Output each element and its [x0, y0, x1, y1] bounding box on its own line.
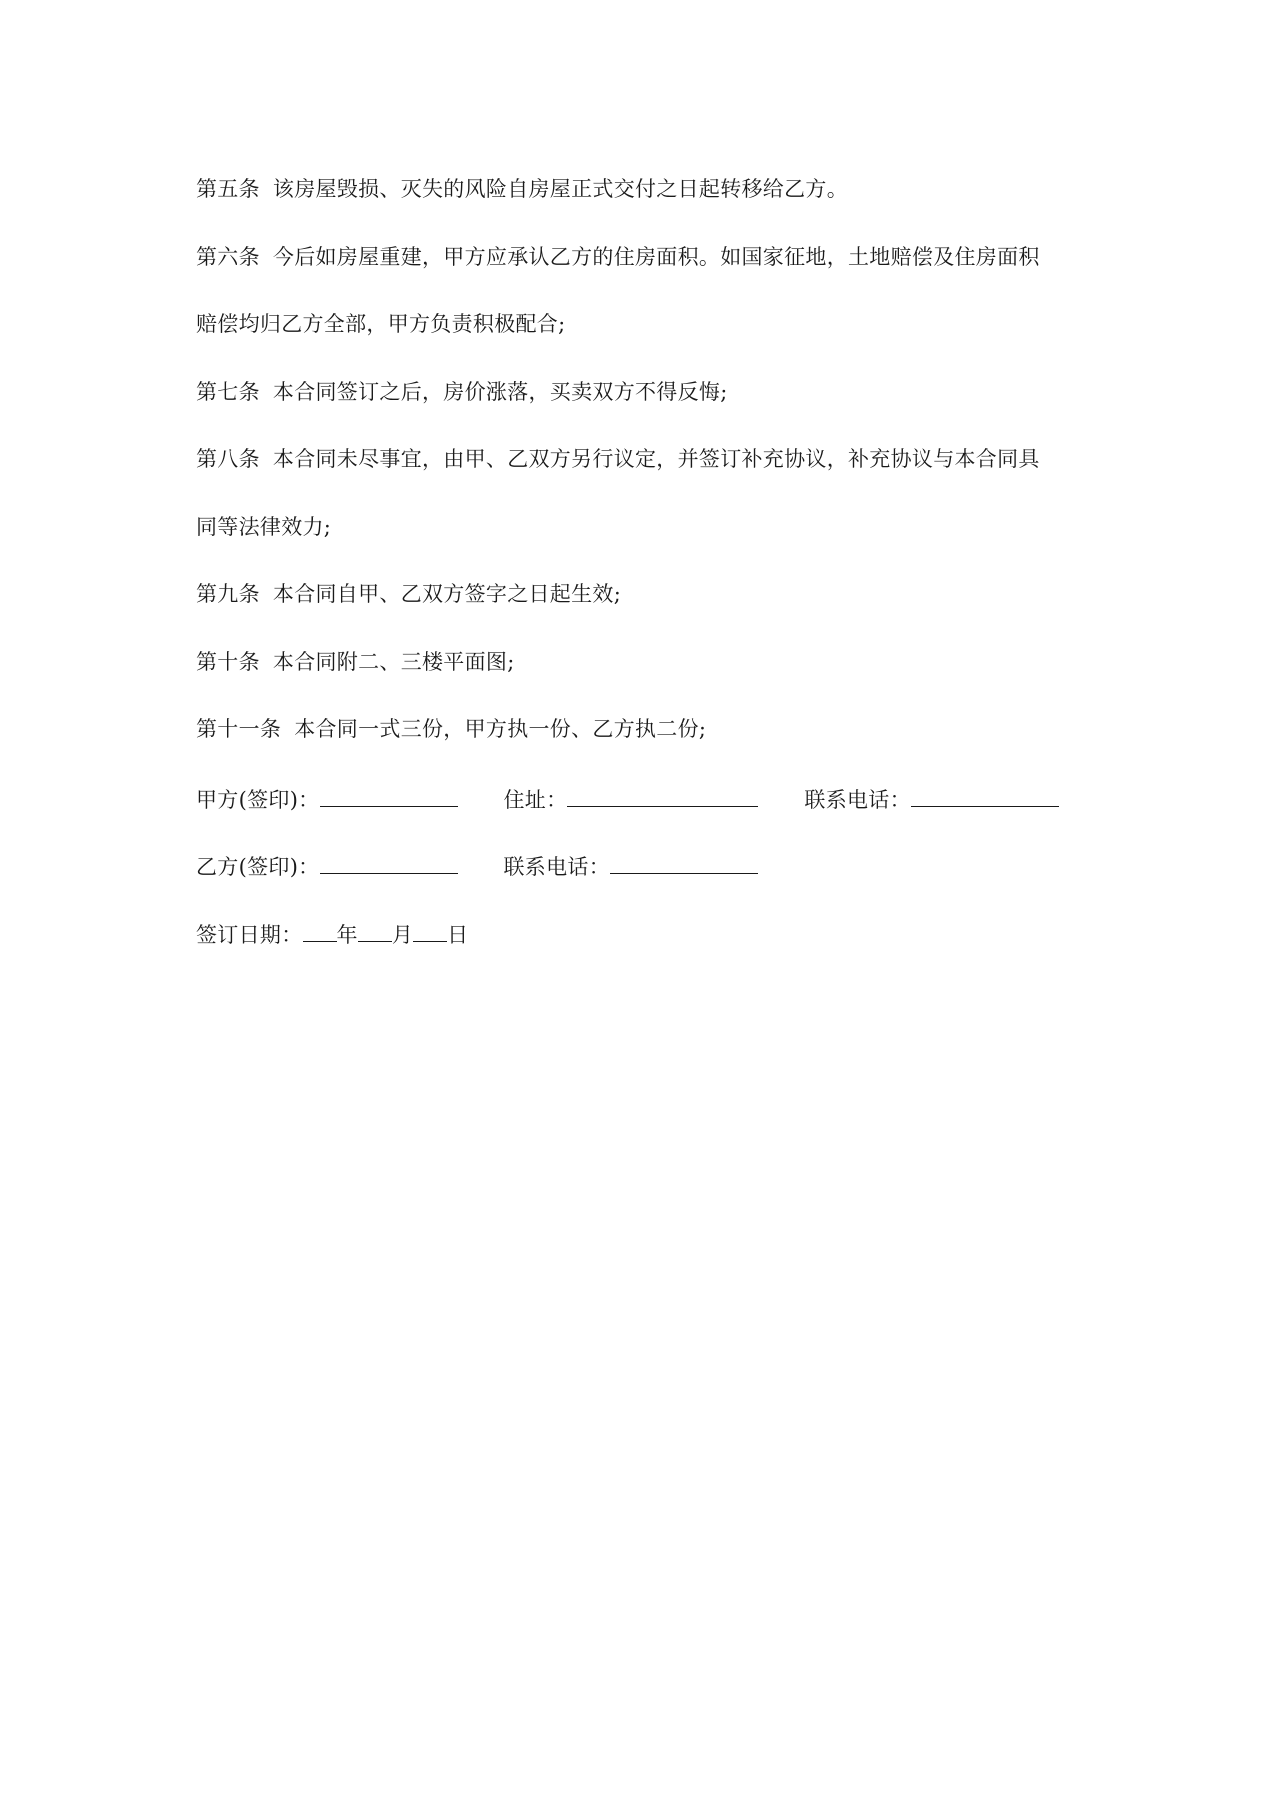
party-a-label: 甲方(签印)：	[196, 787, 320, 812]
party-b-signature-row	[196, 839, 1096, 907]
clause-6	[196, 232, 1096, 300]
clause-8-continued	[196, 502, 1096, 570]
year-blank[interactable]	[303, 907, 337, 942]
clause-text: 今后如房屋重建，甲方应承认乙方的住房面积。如国家征地，土地赔偿及住房面积	[272, 244, 1040, 269]
clause-9	[196, 569, 1096, 637]
party-b-phone-label: 联系电话：	[503, 855, 610, 879]
party-b-phone-blank[interactable]	[610, 839, 758, 874]
party-a-signature-blank[interactable]	[320, 772, 458, 807]
year-label: 年	[336, 922, 358, 947]
address-label: 住址：	[503, 787, 568, 812]
clause-text: 本合同一式三份，甲方执一份、乙方执二份;	[294, 717, 707, 741]
date-label: 签订日期：	[196, 922, 303, 947]
month-label: 月	[391, 922, 414, 947]
clause-text: 本合同自甲、乙双方签字之日起生效;	[272, 582, 622, 606]
clause-number: 第九条	[196, 582, 260, 606]
signing-date-row	[196, 907, 1096, 975]
clause-text: 该房屋毁损、灭失的风险自房屋正式交付之日起转移给乙方。	[272, 177, 849, 201]
party-a-field	[196, 772, 458, 825]
address-blank[interactable]	[567, 772, 758, 807]
party-b-label: 乙方(签印)：	[196, 855, 320, 879]
party-a-phone-field	[804, 772, 1059, 825]
clause-7	[196, 367, 1096, 435]
clause-text: 本合同签订之后，房价涨落，买卖双方不得反悔;	[272, 379, 728, 404]
clause-10	[196, 637, 1096, 705]
clause-text-continued: 同等法律效力;	[196, 514, 332, 539]
clause-number: 第十条	[196, 649, 260, 674]
party-b-signature-blank[interactable]	[320, 839, 458, 874]
contract-body	[196, 164, 1096, 974]
clause-8	[196, 434, 1096, 502]
clause-number: 第七条	[196, 379, 260, 404]
month-blank[interactable]	[358, 907, 392, 942]
party-a-phone-label: 联系电话：	[804, 787, 911, 812]
clause-text: 本合同附二、三楼平面图;	[272, 649, 515, 674]
clause-number: 第六条	[196, 244, 260, 269]
clause-6-continued	[196, 299, 1096, 367]
party-b-phone-field	[504, 839, 759, 892]
clause-text-continued: 赔偿均归乙方全部，甲方负责积极配合;	[196, 312, 566, 336]
clause-number: 第八条	[196, 447, 260, 471]
clause-11	[196, 704, 1096, 772]
clause-text: 本合同未尽事宜，由甲、乙双方另行议定，并签订补充协议，补充协议与本合同具	[272, 447, 1040, 471]
clause-5	[196, 164, 1096, 232]
clause-number: 第十一条	[196, 717, 282, 741]
party-a-signature-row	[196, 772, 1096, 840]
address-field	[504, 772, 759, 825]
day-label: 日	[447, 922, 469, 947]
clause-number: 第五条	[196, 177, 260, 201]
day-blank[interactable]	[413, 907, 447, 942]
party-b-field	[196, 839, 458, 892]
party-a-phone-blank[interactable]	[911, 772, 1059, 807]
